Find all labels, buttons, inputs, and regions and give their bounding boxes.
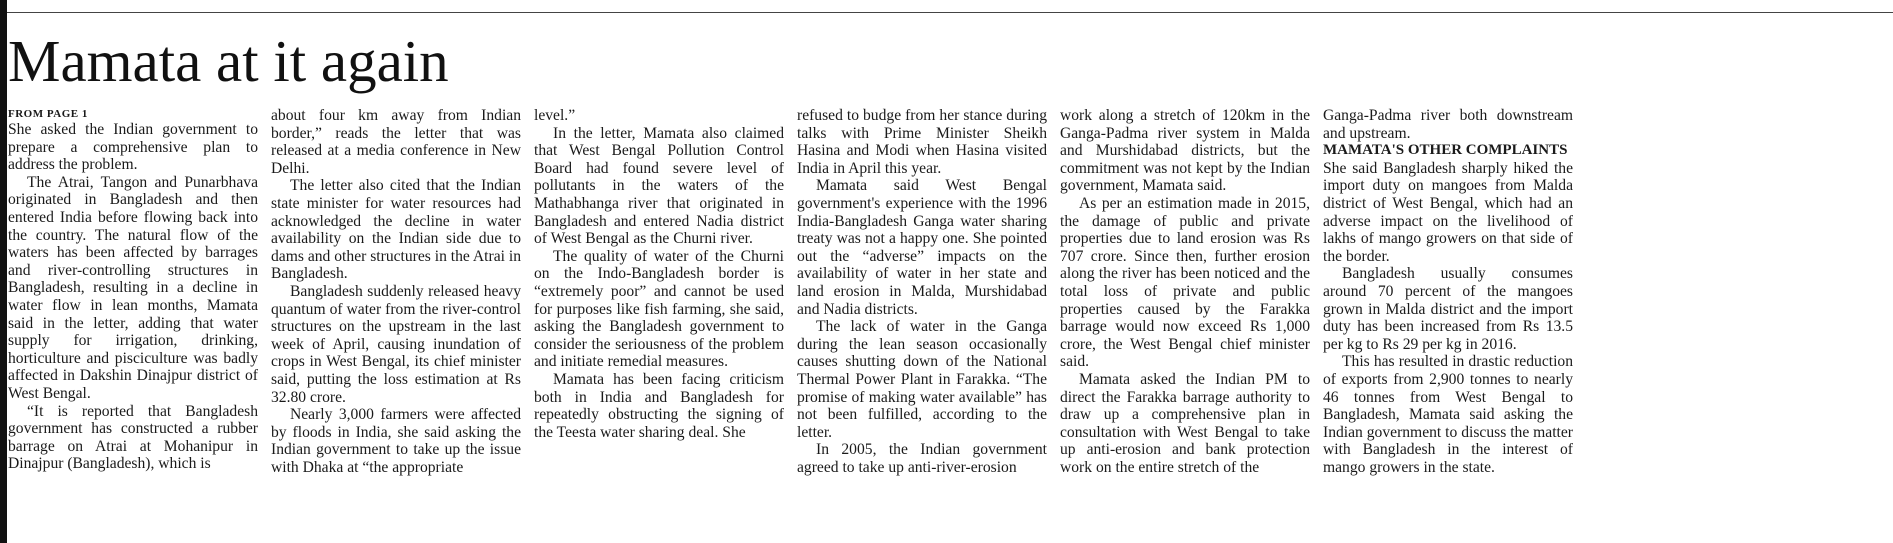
headline: Mamata at it again (8, 28, 449, 94)
column-4 (797, 107, 1047, 476)
paragraph: The lack of water in the Ganga during the lean season occasionally causes shutting down of the National Thermal Power Plant in Farakka. “The promise of making water available” has not been fulfilled, according to the letter. (797, 318, 1047, 441)
paragraph: Mamata asked the Indian PM to direct the Farakka barrage authority to draw up a comprehensive plan in consultation with West Bengal to take up anti-erosion and bank protection work on the entire stretch of the (1060, 370, 1310, 476)
paragraph: The quality of water of the Churni on the Indo-Bangladesh border is “extremely poor” and cannot be used for purposes like fish farming, she said, asking the Bangladesh government to consider the seriousness of the problem and initiate remedial measures. (534, 247, 784, 371)
top-rule (7, 12, 1893, 13)
paragraph: level.” (534, 107, 576, 124)
paragraph: refused to budge from her stance during talks with Prime Minister Sheikh Hasina and Modi when Hasina visited India in April this year. (797, 107, 1047, 177)
paragraph: Bangladesh usually consumes around 70 percent of the mangoes grown in Malda district and the import duty has been increased from Rs 13.5 per kg to Rs 29 per kg in 2016. (1323, 265, 1573, 353)
paragraph: In the letter, Mamata also claimed that West Bengal Pollution Control Board had found severe level of pollutants in the waters of the Mathabhanga river that originated in Bangladesh and entered Nadia district of West Bengal as the Churni river. (534, 124, 784, 248)
paragraph: In 2005, the Indian government agreed to take up anti-river-erosion (797, 441, 1047, 476)
paragraph: As per an estimation made in 2015, the damage of public and private properties due to land erosion was Rs 707 crore. Since then, further erosion along the river has been noticed and the total loss of private and public properties caused by the Farakka barrage would now exceed Rs 1,000 crore, the West Bengal chief minister said. (1060, 194, 1310, 371)
paragraph: about four km away from Indian border,” reads the letter that was released at a media conference in New Delhi. (271, 107, 521, 177)
paragraph: Nearly 3,000 farmers were affected by floods in India, she said asking the Indian government to take up the issue with Dhaka at “the appropriate (271, 406, 521, 476)
paragraph: Bangladesh suddenly released heavy quantum of water from the river-control structures on the upstream in the last week of April, causing inundation of crops in West Bengal, its chief minister said, putting the loss estimation at Rs 32.80 crore. (271, 282, 521, 406)
paragraph: She asked the Indian government to prepare a comprehensive plan to address the problem. (8, 121, 258, 174)
left-edge-bar (0, 0, 7, 543)
paragraph: This has resulted in drastic reduction of exports from 2,900 tonnes to nearly 46 tonnes from West Bengal to Bangladesh, Mamata said asking the Indian government to discuss the matter with Bangladesh in the interest of mango growers in the state. (1323, 353, 1573, 476)
paragraph: Mamata has been facing criticism both in India and Bangladesh for repeatedly obstructing the signing of the Teesta water sharing deal. She (534, 370, 784, 441)
paragraph: work along a stretch of 120km in the Ganga-Padma river system in Malda and Murshidabad districts, but the commitment was not kept by the Indian government, Mamata said. (1060, 107, 1310, 195)
column-2 (271, 107, 521, 476)
paragraph: She said Bangladesh sharply hiked the import duty on mangoes from Malda district of West Bengal, which had an adverse impact on the livelihood of lakhs of mango growers on that side of the border. (1323, 159, 1573, 265)
column-5 (1060, 107, 1310, 476)
paragraph: “It is reported that Bangladesh government has constructed a rubber barrage on Atrai at Mohanipur in Dinajpur (Bangladesh), which is (8, 402, 258, 473)
kicker: FROM PAGE 1 (8, 108, 88, 120)
column-6 (1323, 107, 1573, 476)
paragraph: Mamata said West Bengal government's experience with the 1996 India-Bangladesh Ganga water sharing treaty was not a happy one. She pointed out the “adverse” impacts on the availability of water in her state and land erosion in Malda, Murshidabad and Nadia districts. (797, 177, 1047, 318)
paragraph: Ganga-Padma river both downstream and upstream. (1323, 107, 1573, 142)
article-body (8, 107, 1888, 543)
paragraph: The letter also cited that the Indian state minister for water resources had acknowledged the decline in water availability on the Indian side due to dams and other structures in the Atrai in Bangladesh. (271, 177, 521, 283)
column-1 (8, 107, 258, 473)
paragraph: The Atrai, Tangon and Punarbhava originated in Bangladesh and then entered India before flowing back into the country. The natural flow of the waters has been affected by barrages and river-controlling structures in Bangladesh, resulting in a decline in water flow in lean months, Mamata said in the letter, adding that water supply for irrigation, drinking, horticulture and pisciculture was badly affected in Dakshin Dinajpur district of West Bengal. (8, 173, 258, 402)
column-3 (534, 107, 784, 441)
subhead: MAMATA'S OTHER COMPLAINTS (1323, 142, 1568, 159)
